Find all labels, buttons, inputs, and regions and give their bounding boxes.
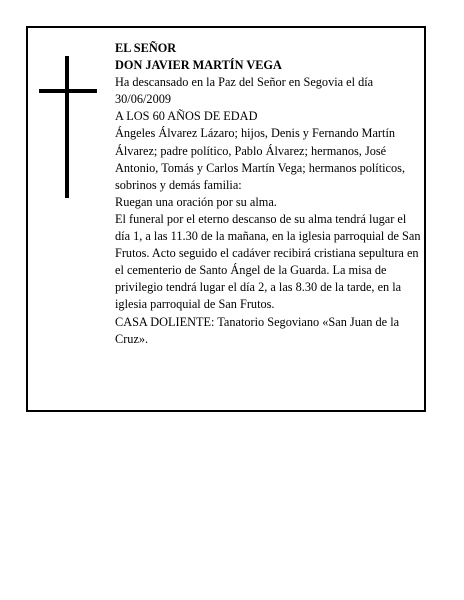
house-of-mourning: CASA DOLIENTE: Tanatorio Segoviano «San Juan de la Cruz». bbox=[115, 314, 400, 346]
cross-vertical-bar bbox=[65, 56, 69, 198]
obituary-notice bbox=[26, 26, 426, 412]
funeral-details: El funeral por el eterno descanso de su alma tendrá lugar el día 1, a las 11.30 de la mañana, en la iglesia parroquial de San Frutos. Acto seguido el cadáver recibirá cristiana sepultura en el cementerio de Santo Ángel de la Guarda. La misa de privilegio tendrá lugar el día 2, a las 8.30 de la tarde, en la iglesia parroquial de San Frutos. bbox=[115, 211, 421, 312]
prayer-request: Ruegan una oración por su alma. bbox=[115, 194, 277, 209]
notice-title: EL SEÑOR bbox=[115, 41, 177, 55]
cross-horizontal-bar bbox=[39, 89, 97, 93]
rest-statement: Ha descansado en la Paz del Señor en Segovia el día 30/06/2009 bbox=[115, 75, 374, 107]
family-list: Ángeles Álvarez Lázaro; hijos, Denis y Fernando Martín Álvarez; padre político, Pablo Álvarez; hermanos, José Antonio, Tomás y Carlos Martín Vega; hermanos políticos, sobrinos y demás familia: bbox=[115, 126, 406, 192]
deceased-name: DON JAVIER MARTÍN VEGA bbox=[115, 58, 282, 73]
notice-text bbox=[115, 40, 422, 348]
cross-icon bbox=[39, 56, 97, 198]
age-line: A LOS 60 AÑOS DE EDAD bbox=[115, 109, 258, 124]
